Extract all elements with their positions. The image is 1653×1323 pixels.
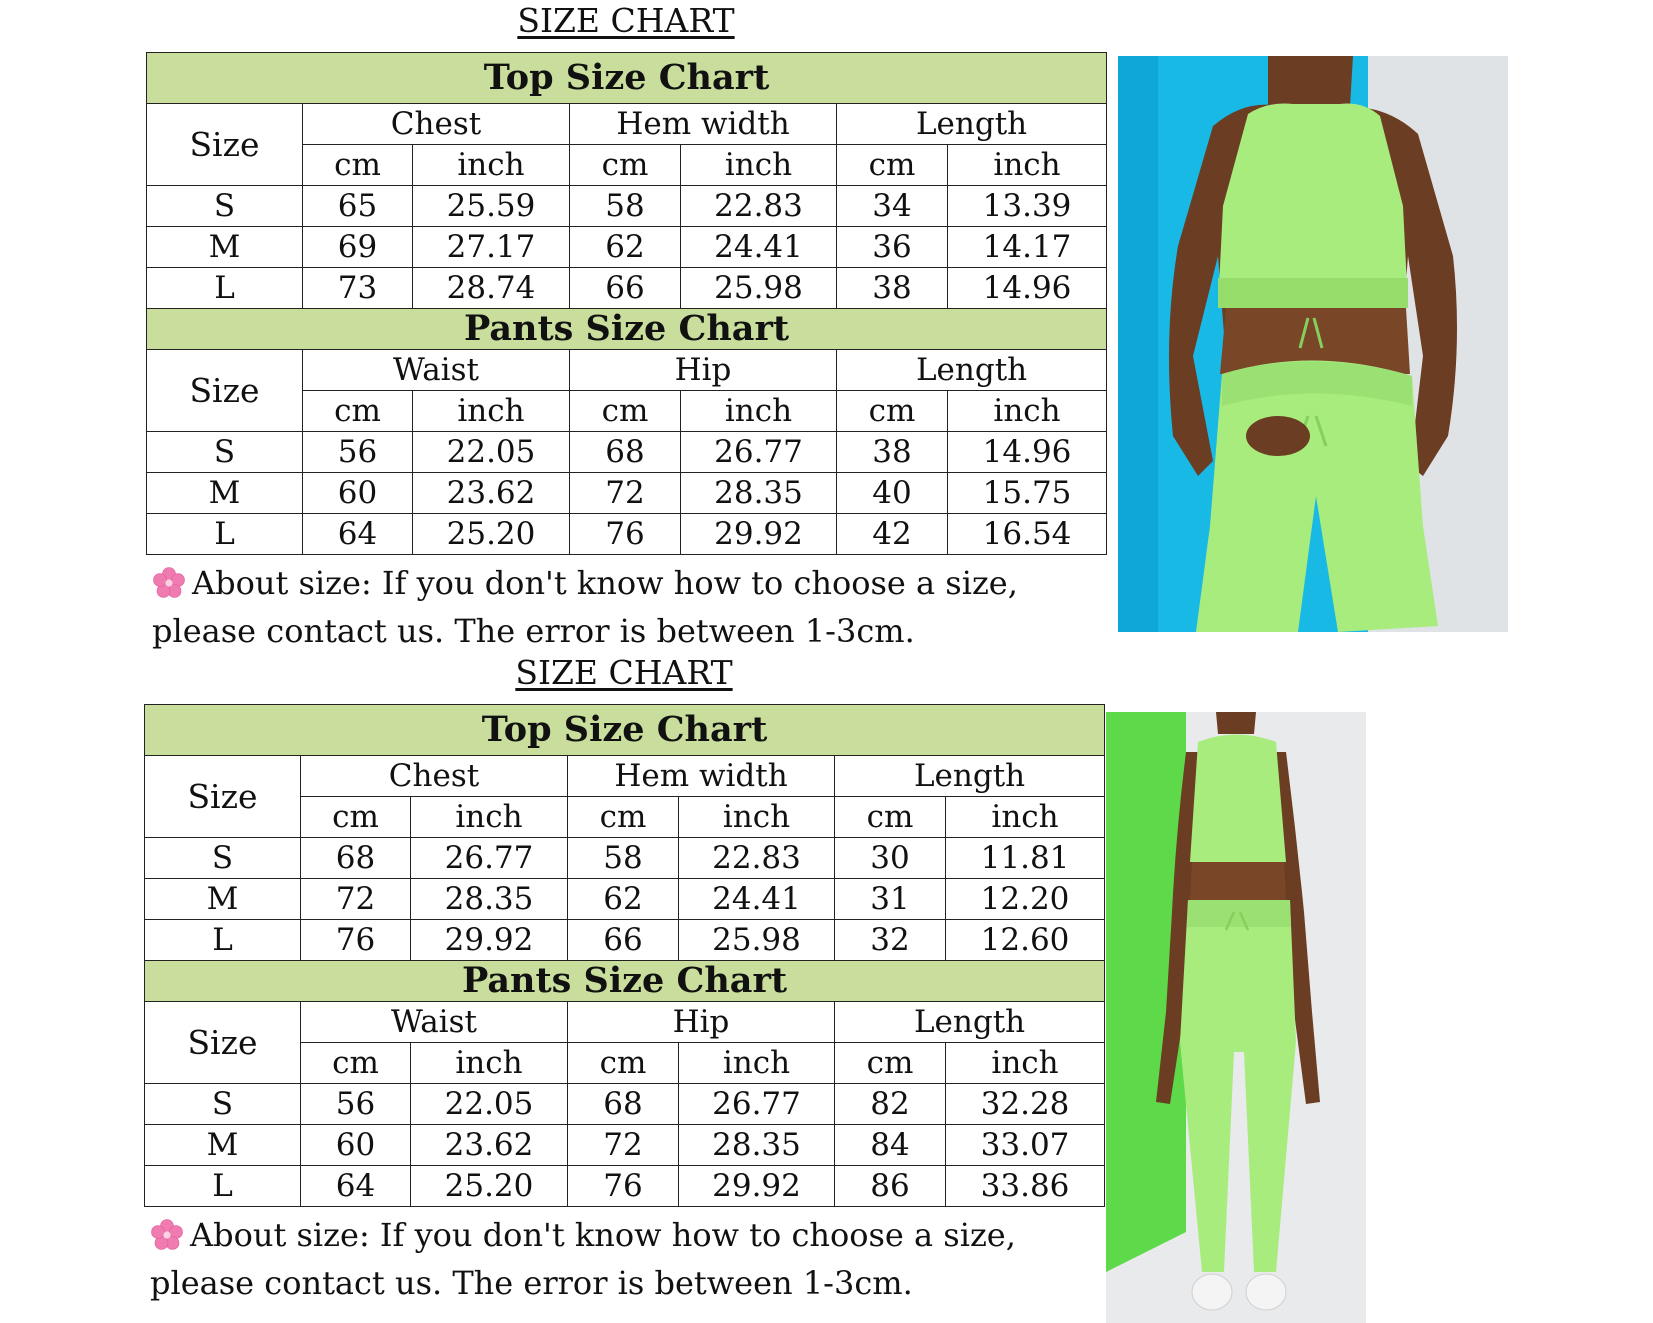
group-header: Hip — [570, 350, 837, 391]
value-cell: 12.60 — [946, 920, 1105, 961]
value-cell: 16.54 — [948, 514, 1107, 555]
value-cell: 12.20 — [946, 879, 1105, 920]
value-cell: 14.96 — [948, 268, 1107, 309]
value-cell: 76 — [301, 920, 411, 961]
unit-header: cm — [835, 797, 946, 838]
value-cell: 15.75 — [948, 473, 1107, 514]
value-cell: 68 — [301, 838, 411, 879]
group-header: Hem width — [568, 756, 835, 797]
unit-header: cm — [837, 145, 948, 186]
table-row — [145, 1125, 1105, 1166]
group-header-row — [145, 756, 1105, 797]
chart-title: SIZE CHART — [517, 1, 735, 40]
value-cell: 34 — [837, 186, 948, 227]
unit-header: inch — [681, 145, 837, 186]
size-column-header: Size — [145, 1002, 301, 1084]
value-cell: 14.96 — [948, 432, 1107, 473]
value-cell: 73 — [303, 268, 413, 309]
pants-size-chart-heading: Pants Size Chart — [145, 961, 1105, 1002]
value-cell: 30 — [835, 838, 946, 879]
size-column-header: Size — [147, 104, 303, 186]
top-size-chart-heading: Top Size Chart — [147, 53, 1107, 104]
value-cell: 42 — [837, 514, 948, 555]
table-row — [147, 432, 1107, 473]
unit-header: inch — [948, 391, 1107, 432]
value-cell: 28.35 — [679, 1125, 835, 1166]
unit-header: inch — [679, 797, 835, 838]
value-cell: 56 — [301, 1084, 411, 1125]
value-cell: 14.17 — [948, 227, 1107, 268]
product-photo-shorts-set — [1118, 56, 1508, 632]
value-cell: 22.83 — [679, 838, 835, 879]
value-cell: 76 — [568, 1166, 679, 1207]
value-cell: 62 — [570, 227, 681, 268]
value-cell: 76 — [570, 514, 681, 555]
value-cell: 86 — [835, 1166, 946, 1207]
unit-header: inch — [946, 797, 1105, 838]
value-cell: 22.05 — [413, 432, 570, 473]
unit-header: cm — [303, 391, 413, 432]
size-cell: S — [147, 432, 303, 473]
table-row — [147, 473, 1107, 514]
value-cell: 23.62 — [413, 473, 570, 514]
value-cell: 28.74 — [413, 268, 570, 309]
unit-header: inch — [411, 797, 568, 838]
section-header-row — [145, 961, 1105, 1002]
unit-header: cm — [837, 391, 948, 432]
value-cell: 66 — [570, 268, 681, 309]
unit-header: inch — [413, 391, 570, 432]
group-header: Waist — [303, 350, 570, 391]
group-header: Length — [837, 350, 1107, 391]
value-cell: 26.77 — [411, 838, 568, 879]
size-cell: L — [147, 268, 303, 309]
group-header: Waist — [301, 1002, 568, 1043]
size-note — [146, 555, 1106, 655]
unit-header: cm — [568, 1043, 679, 1084]
unit-header: inch — [946, 1043, 1105, 1084]
group-header: Length — [837, 104, 1107, 145]
value-cell: 31 — [835, 879, 946, 920]
size-cell: L — [145, 1166, 301, 1207]
size-cell: L — [147, 514, 303, 555]
value-cell: 56 — [303, 432, 413, 473]
group-header-row — [147, 104, 1107, 145]
value-cell: 38 — [837, 432, 948, 473]
unit-header: cm — [303, 145, 413, 186]
value-cell: 24.41 — [681, 227, 837, 268]
value-cell: 84 — [835, 1125, 946, 1166]
size-cell: L — [145, 920, 301, 961]
value-cell: 40 — [837, 473, 948, 514]
size-note — [144, 1207, 1104, 1307]
value-cell: 22.83 — [681, 186, 837, 227]
value-cell: 60 — [301, 1125, 411, 1166]
value-cell: 60 — [303, 473, 413, 514]
value-cell: 72 — [301, 879, 411, 920]
group-header: Length — [835, 756, 1105, 797]
size-cell: S — [147, 186, 303, 227]
group-header: Hem width — [570, 104, 837, 145]
value-cell: 29.92 — [681, 514, 837, 555]
size-cell: M — [147, 473, 303, 514]
value-cell: 58 — [568, 838, 679, 879]
flower-icon — [152, 565, 186, 599]
value-cell: 27.17 — [413, 227, 570, 268]
table-row — [145, 920, 1105, 961]
value-cell: 23.62 — [411, 1125, 568, 1166]
value-cell: 72 — [568, 1125, 679, 1166]
size-chart-block-1 — [146, 0, 1106, 655]
table-row — [145, 838, 1105, 879]
size-note-text: About size: If you don't know how to choose a size, please contact us. The error is between 1-3cm. — [152, 564, 1018, 650]
value-cell: 65 — [303, 186, 413, 227]
value-cell: 62 — [568, 879, 679, 920]
group-header-row — [145, 1002, 1105, 1043]
value-cell: 68 — [570, 432, 681, 473]
value-cell: 68 — [568, 1084, 679, 1125]
unit-header: cm — [301, 1043, 411, 1084]
value-cell: 26.77 — [681, 432, 837, 473]
table-row — [147, 227, 1107, 268]
unit-header: cm — [570, 145, 681, 186]
value-cell: 82 — [835, 1084, 946, 1125]
unit-header: inch — [681, 391, 837, 432]
value-cell: 29.92 — [679, 1166, 835, 1207]
value-cell: 69 — [303, 227, 413, 268]
value-cell: 11.81 — [946, 838, 1105, 879]
size-chart-block-2 — [144, 652, 1104, 1307]
table-row — [145, 879, 1105, 920]
section-header-row — [147, 53, 1107, 104]
value-cell: 24.41 — [679, 879, 835, 920]
value-cell: 13.39 — [948, 186, 1107, 227]
unit-header: inch — [679, 1043, 835, 1084]
value-cell: 64 — [303, 514, 413, 555]
group-header-row — [147, 350, 1107, 391]
value-cell: 25.59 — [413, 186, 570, 227]
value-cell: 25.20 — [413, 514, 570, 555]
size-cell: M — [147, 227, 303, 268]
value-cell: 66 — [568, 920, 679, 961]
value-cell: 29.92 — [411, 920, 568, 961]
chart-title: SIZE CHART — [515, 653, 733, 692]
unit-header: inch — [948, 145, 1107, 186]
size-column-header: Size — [145, 756, 301, 838]
value-cell: 28.35 — [681, 473, 837, 514]
table-row — [147, 514, 1107, 555]
group-header: Chest — [301, 756, 568, 797]
value-cell: 26.77 — [679, 1084, 835, 1125]
value-cell: 64 — [301, 1166, 411, 1207]
section-header-row — [147, 309, 1107, 350]
unit-header: inch — [413, 145, 570, 186]
table-row — [145, 1084, 1105, 1125]
value-cell: 58 — [570, 186, 681, 227]
value-cell: 25.98 — [679, 920, 835, 961]
value-cell: 25.98 — [681, 268, 837, 309]
value-cell: 38 — [837, 268, 948, 309]
pants-size-chart-heading: Pants Size Chart — [147, 309, 1107, 350]
value-cell: 36 — [837, 227, 948, 268]
group-header: Length — [835, 1002, 1105, 1043]
table-row — [145, 1166, 1105, 1207]
product-photo-leggings-set — [1106, 712, 1366, 1323]
value-cell: 28.35 — [411, 879, 568, 920]
size-column-header: Size — [147, 350, 303, 432]
value-cell: 33.86 — [946, 1166, 1105, 1207]
table-row — [147, 186, 1107, 227]
table-row — [147, 268, 1107, 309]
section-header-row — [145, 705, 1105, 756]
value-cell: 22.05 — [411, 1084, 568, 1125]
group-header: Chest — [303, 104, 570, 145]
value-cell: 32 — [835, 920, 946, 961]
size-table — [144, 704, 1105, 1207]
value-cell: 72 — [570, 473, 681, 514]
size-table — [146, 52, 1107, 555]
size-cell: M — [145, 1125, 301, 1166]
group-header: Hip — [568, 1002, 835, 1043]
unit-header: cm — [568, 797, 679, 838]
value-cell: 33.07 — [946, 1125, 1105, 1166]
unit-header: cm — [570, 391, 681, 432]
top-size-chart-heading: Top Size Chart — [145, 705, 1105, 756]
unit-header: cm — [835, 1043, 946, 1084]
value-cell: 25.20 — [411, 1166, 568, 1207]
size-cell: S — [145, 838, 301, 879]
size-note-text: About size: If you don't know how to choose a size, please contact us. The error is between 1-3cm. — [150, 1216, 1016, 1302]
size-cell: S — [145, 1084, 301, 1125]
value-cell: 32.28 — [946, 1084, 1105, 1125]
unit-header: inch — [411, 1043, 568, 1084]
flower-icon — [150, 1217, 184, 1251]
size-cell: M — [145, 879, 301, 920]
unit-header: cm — [301, 797, 411, 838]
